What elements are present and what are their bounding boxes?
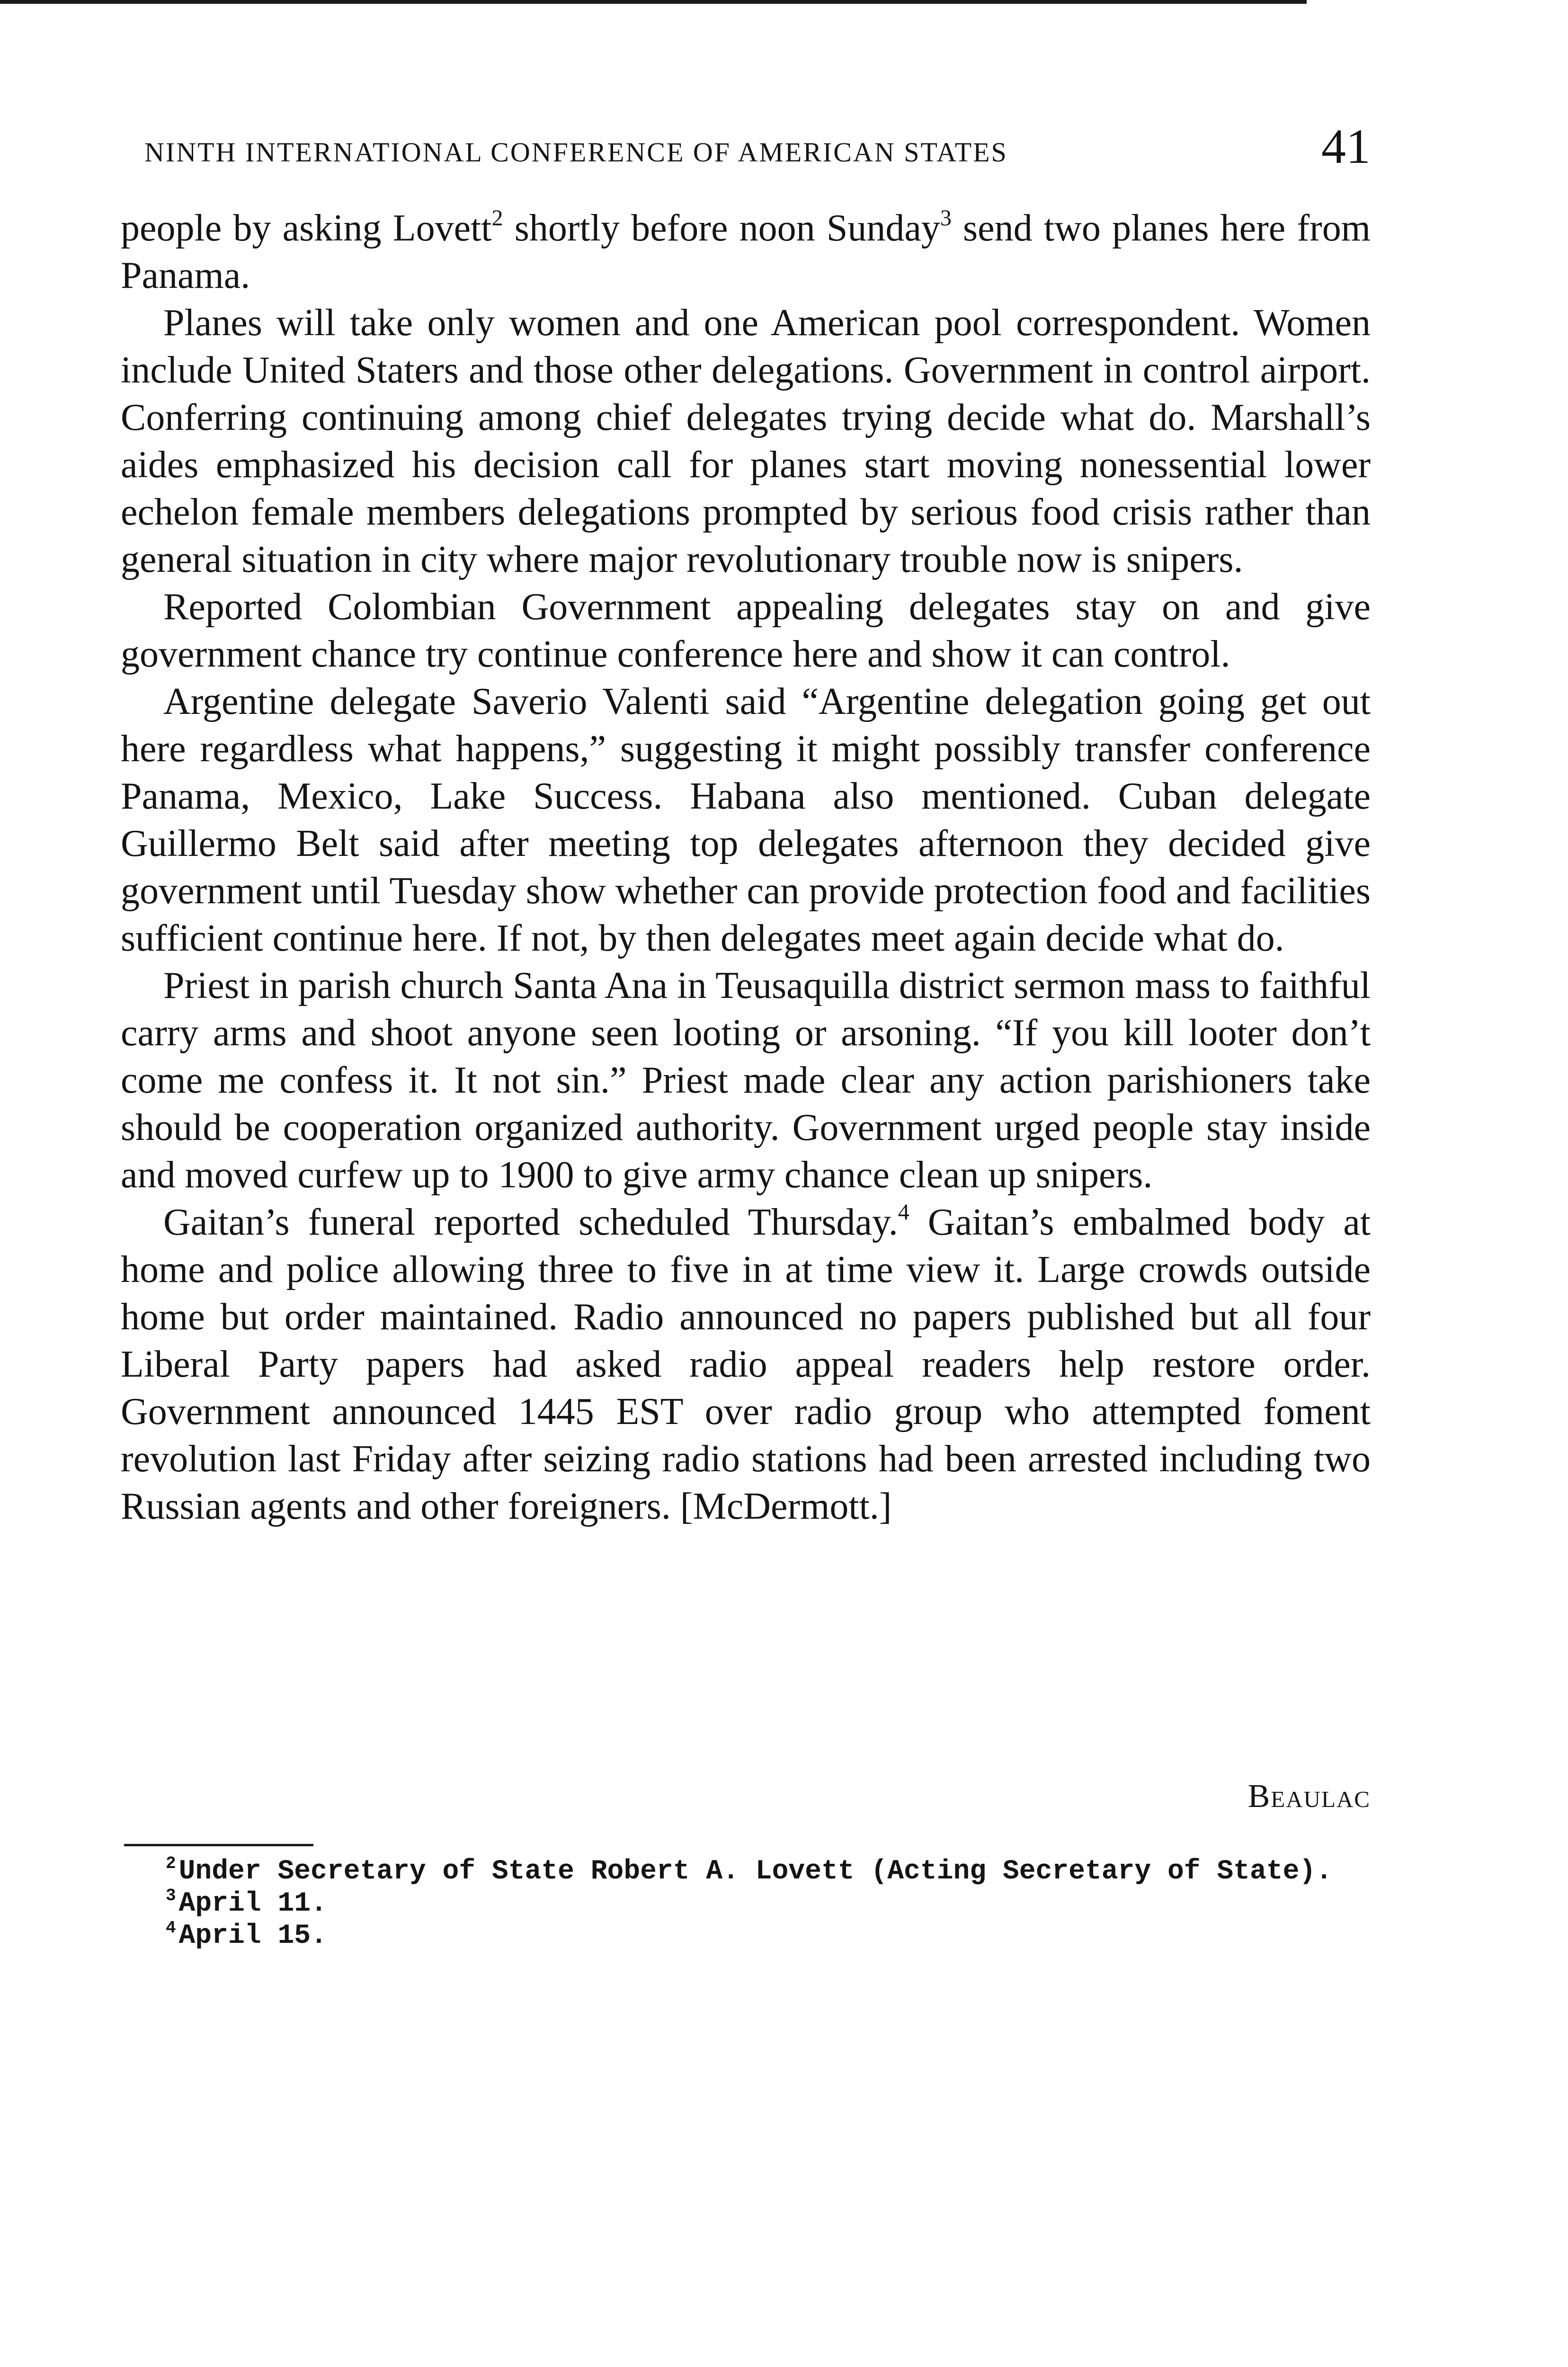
- paragraph-6-text-b: Gaitan’s embalmed body at home and police allowing three to five in at time view it. Large crowds outside home but order maintained. Radio announced no papers published but all four Liberal Party papers had asked radio appeal readers help restore order. Government announced 1445 EST over radio group who attempted foment revolution last Friday after seizing radio stations had been arrested including two Russian agents and other foreigners. [McDermott.]: [121, 1201, 1371, 1527]
- footnote-ref-4: 4: [898, 1200, 909, 1225]
- footnote-text: Under Secretary of State Robert A. Lovett (Acting Secretary of State).: [178, 1856, 1333, 1887]
- footnote-marker: 2: [166, 1854, 176, 1873]
- paragraph-1-text-a: people by asking Lovett: [121, 207, 492, 249]
- paragraph-6-text-a: Gaitan’s funeral reported scheduled Thursday.: [163, 1201, 898, 1243]
- footnotes: [166, 1856, 1373, 1952]
- signature: Beaulac: [1247, 1778, 1371, 1815]
- footnote-rule: [124, 1844, 313, 1846]
- footnote-marker: 4: [166, 1918, 176, 1938]
- paragraph-4: Argentine delegate Saverio Valenti said “Argentine delegation going get out here regardless what happens,” suggesting it might possibly transfer conference Panama, Mexico, Lake Success. Habana also mentioned. Cuban delegate Guillermo Belt said after meeting top delegates afternoon they decided give government until Tuesday show whether can provide protection food and facilities sufficient continue here. If not, by then delegates meet again decide what do.: [121, 681, 1371, 959]
- paragraph-3: Reported Colombian Government appealing delegates stay on and give government chance try continue conference here and show it can control.: [121, 586, 1371, 675]
- footnote-item: [166, 1888, 1373, 1920]
- footnote-item: [166, 1920, 1373, 1952]
- paragraph-5: Priest in parish church Santa Ana in Teusaquilla district sermon mass to faithful carry arms and shoot anyone seen looting or arsoning. “If you kill looter don’t come me confess it. It not sin.” Priest made clear any action parishioners take should be cooperation organized authority. Government urged people stay inside and moved curfew up to 1900 to give army chance clean up snipers.: [121, 965, 1371, 1196]
- footnote-marker: 3: [166, 1886, 176, 1905]
- running-head: NINTH INTERNATIONAL CONFERENCE OF AMERICAN STATES: [144, 137, 1008, 168]
- body-text: [121, 205, 1371, 1530]
- footnote-ref-2: 2: [491, 205, 503, 231]
- paragraph-1: [121, 205, 1371, 299]
- top-edge-rule: [0, 0, 1307, 4]
- page-number: 41: [1321, 119, 1371, 174]
- paragraph-1-text-b: shortly before noon Sunday: [503, 207, 940, 249]
- footnote-item: [166, 1856, 1373, 1888]
- paragraph-2: Planes will take only women and one American pool correspondent. Women include United Staters and those other delegations. Government in control airport. Conferring continuing among chief delegates trying decide what do. Marshall’s aides emphasized his decision call for planes start moving nonessential lower echelon female members delegations prompted by serious food crisis rather than general situation in city where major revolutionary trouble now is snipers.: [121, 302, 1371, 580]
- footnote-ref-3: 3: [940, 205, 952, 231]
- page-header: [144, 119, 1371, 174]
- footnote-text: April 15.: [178, 1921, 327, 1951]
- paragraph-6: [121, 1199, 1371, 1530]
- footnote-text: April 11.: [178, 1888, 327, 1919]
- paragraph-1-text-c: send two planes here from Panama.: [121, 207, 1371, 296]
